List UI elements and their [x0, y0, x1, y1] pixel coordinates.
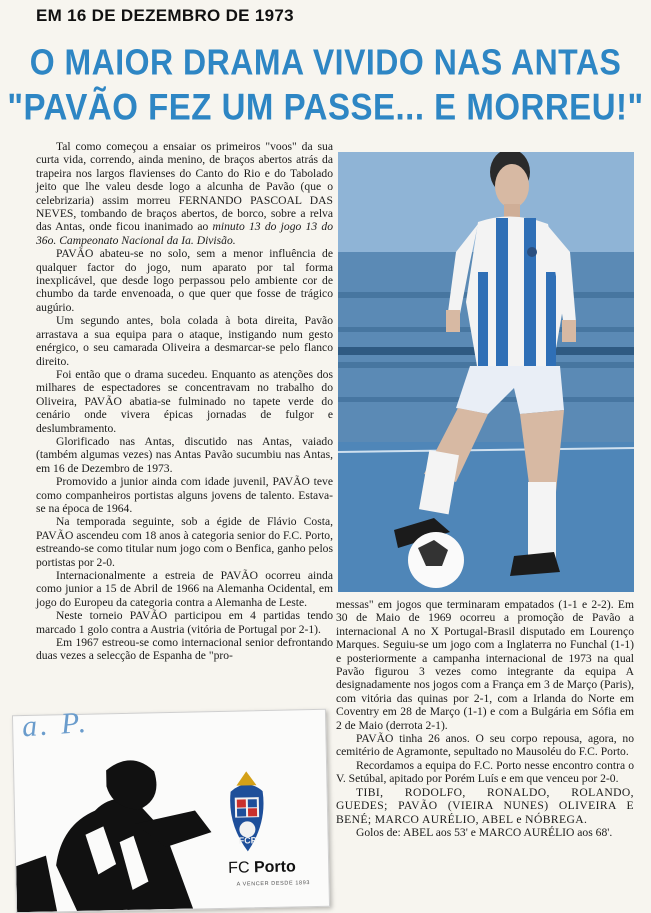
paragraph: Internacionalmente a estreia de PAVÃO ocorreu ainda como junior a 15 de Abril de 1966 na Alemanha Ocidental, em jogo do Europeu da categoria contra a Alemanha de Leste.	[36, 569, 333, 609]
paragraph: Um segundo antes, bola colada à bota direita, Pavão arrastava a sua equipa para o ataque, instigando num gesto enérgico, o seu camarada Oliveira a desmarcar-se pelo flanco direito.	[36, 314, 333, 368]
fc-porto-tagline: A VENCER DESDE 1893	[236, 880, 311, 888]
paragraph: Tal como começou a ensaiar os primeiros "voos" da sua curta vida, correndo, ainda menino, de braços abertos atrás da trapeira nos largos flavienses do Canto do Rio e do Tabolado jeito que lhe valeu desde logo a alcunha de Pavão (que o celebrizaria) assim morreu FERNANDO PASCOAL DAS NEVES, tombando de braços abertos, de borco, sobre a relva das Antas, onde ficou inanimado ao minuto 13 do jogo 13 do 36o. Campeonato Nacional da Ia. Divisão.	[36, 140, 333, 247]
paragraph: Foi então que o drama sucedeu. Enquanto as atenções dos milhares de espectadores se concentravam no trabalho do Oliveira, PAVÃO abatia-se fulminado no tapete verde do cenário onde vivera épicas jornadas de fulgor e deslumbramento.	[36, 367, 333, 435]
handwritten-initials: a. P.	[20, 705, 91, 744]
paragraph: Neste torneio PAVÃO participou em 4 partidas tendo marcado 1 golo contra a Austria (vitória de Portugal por 2-1).	[36, 609, 333, 636]
paragraph: Glorificado nas Antas, discutido nas Antas, vaiado (também algumas vezes) nas Antas Pavão sucumbiu nas Antas, em 16 de Dezembro de 1973.	[36, 434, 333, 475]
paragraph: Recordamos a equipa do F.C. Porto nesse encontro contra o V. Setúbal, apitado por Porém Luís e em que venceu por 2-0.	[336, 758, 634, 786]
paragraph: PAVÃO abateu-se no solo, sem a menor influência de qualquer factor do jogo, num aparato por tal forma inexplicável, que desde logo perpassou pelo ambiente cor de chumbo da tarde envenoada, o que quer que fosse de trágico augúrio.	[36, 247, 333, 314]
player-photo	[338, 152, 634, 592]
italic-phrase: minuto 13 do jogo 13 do 36o. Campeonato Nacional da Ia. Divisão.	[36, 220, 333, 247]
headline-primary: O MAIOR DRAMA VIVIDO NAS ANTAS	[29, 41, 622, 83]
article-left-column	[36, 140, 333, 663]
paragraph: Golos de: ABEL aos 53' e MARCO AURÉLIO aos 68'.	[356, 825, 613, 839]
headline-quote: "PAVÃO FEZ UM PASSE... E MORREU!"	[7, 85, 644, 128]
fc-porto-wordmark: FC Porto	[228, 858, 296, 877]
player-full-name: FERNANDO PASCOAL DAS NEVES	[36, 193, 333, 221]
paragraph: messas" em jogos que terminaram empatados (1-1 e 2-2). Em 30 de Maio de 1969 ocorreu a promoção de Pavão a internacional A no X Portugal-Brasil disputado em Lourenço Marques. Seguiu-se um jogo com a Inglaterra no Funchal (1-1) e posteriormente a campanha internacional de 1973 na qual Pavão figurou 3 vezes como integrante da equipa A designadamente nos jogos com a França em 3 de Março (Paris), com vitória das quinas por 2-1, com a Irlanda do Norte em Coventry em 28 de Março (1-1) e com a Bulgária em Sófia em 2 de Maio (derrota 2-1).	[336, 598, 634, 732]
article-right-column	[336, 598, 634, 839]
paragraph: Em 1967 estreou-se como internacional senior defrontando duas vezes a selecção de Espanha de "pro-	[36, 636, 333, 663]
paragraph: Na temporada seguinte, sob a égide de Flávio Costa, PAVÃO ascendeu com 18 anos à categoria senior do F.C. Porto, estreando-se como titular num jogo com o Benfica, ganho pelos portistas por 2-0.	[36, 515, 333, 569]
issue-date: EM 16 DE DEZEMBRO DE 1973	[36, 6, 294, 25]
team-lineup: TIBI, RODOLFO, RONALDO, ROLANDO, GUEDES; PAVÃO (VIEIRA NUNES) OLIVEIRA E BENÉ; MARCO AURÉLIO, ABEL e NÓBREGA.	[336, 785, 634, 826]
paragraph: PAVÃO tinha 26 anos. O seu corpo repousa, agora, no cemitério de Agramonte, sepultado no Mausoléu do F.C. Porto.	[336, 732, 634, 759]
paragraph: Promovido a junior ainda com idade juvenil, PAVÃO teve como companheiros portistas alguns jovens de talento. Estava-se na época de 1964.	[36, 475, 333, 515]
crest-letters: FCP	[238, 835, 257, 846]
